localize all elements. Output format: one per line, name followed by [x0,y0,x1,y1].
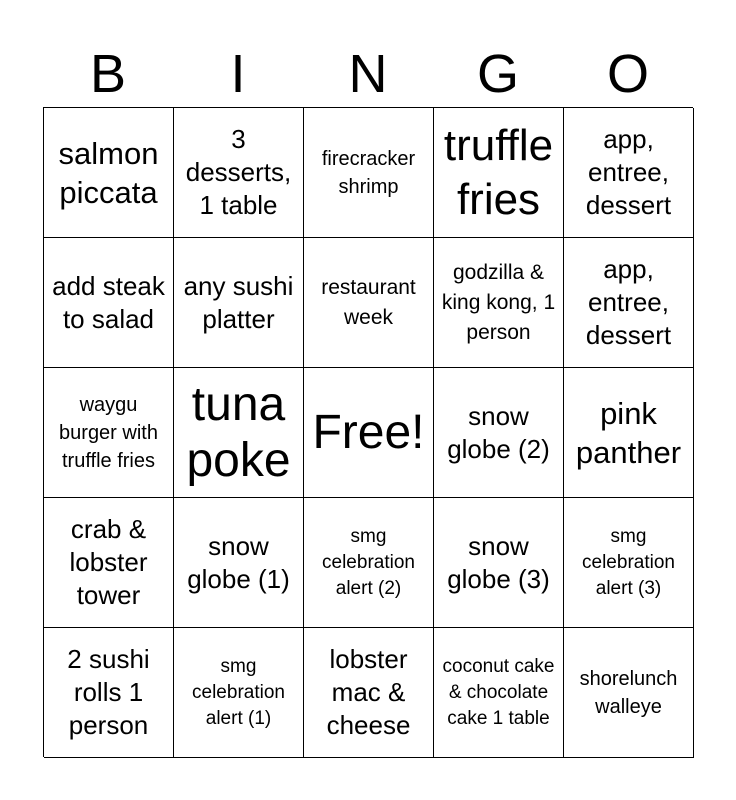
header-letter-o: O [606,44,649,104]
header-letter-i: I [230,44,246,104]
bingo-cell[interactable] [44,368,174,498]
cell-text: tuna poke [186,377,291,487]
cell-text: smg celebration alert (2) [322,525,415,599]
bingo-cell[interactable] [44,628,174,758]
bingo-cell[interactable] [174,628,304,758]
bingo-cell[interactable] [564,368,694,498]
cell-text: app, entree, dessert [585,254,672,350]
bingo-header [43,40,693,108]
bingo-cell[interactable] [564,108,694,238]
bingo-cell[interactable] [174,108,304,238]
cell-text: smg celebration alert (3) [582,525,675,599]
cell-text: 3 desserts, 1 table [185,124,292,220]
bingo-cell[interactable] [304,108,434,238]
bingo-cell[interactable] [174,498,304,628]
cell-text: restaurant week [321,275,416,329]
cell-text: crab & lobster tower [69,514,148,610]
bingo-cell[interactable] [564,238,694,368]
cell-text: firecracker shrimp [321,147,416,198]
free-space[interactable] [304,368,434,498]
bingo-cell[interactable] [434,238,564,368]
bingo-cell[interactable] [174,368,304,498]
bingo-cell[interactable] [564,628,694,758]
cell-text: snow globe (3) [447,530,550,594]
cell-text: snow globe (1) [187,530,290,594]
bingo-cell[interactable] [44,498,174,628]
cell-text: shorelunch walleye [579,667,678,718]
cell-text: smg celebration alert (1) [192,655,285,729]
bingo-cell[interactable] [44,238,174,368]
cell-text: waygu burger with truffle fries [59,393,158,472]
bingo-cell[interactable] [304,238,434,368]
cell-text: snow globe (2) [447,400,550,464]
cell-text: 2 sushi rolls 1 person [67,644,150,740]
cell-text: godzilla & king kong, 1 person [441,260,556,344]
header-letter-n: N [348,44,388,104]
header-letter-g: G [476,44,519,104]
bingo-cell[interactable] [434,108,564,238]
bingo-board [43,107,693,757]
cell-text: truffle fries [443,120,554,224]
cell-text: any sushi platter [183,270,294,334]
header-letter-b: B [89,44,127,104]
cell-text: app, entree, dessert [585,124,672,220]
bingo-cell[interactable] [434,628,564,758]
cell-text: salmon piccata [58,135,159,210]
cell-text: coconut cake & chocolate cake 1 table [442,655,555,729]
cell-text: lobster mac & cheese [326,644,411,740]
cell-text: add steak to salad [52,270,165,334]
cell-text: Free! [312,405,425,459]
bingo-cell[interactable] [564,498,694,628]
bingo-cell[interactable] [434,368,564,498]
bingo-cell[interactable] [434,498,564,628]
bingo-cell[interactable] [304,498,434,628]
cell-text: pink panther [575,395,682,470]
bingo-cell[interactable] [304,628,434,758]
bingo-cell[interactable] [174,238,304,368]
bingo-cell[interactable] [44,108,174,238]
